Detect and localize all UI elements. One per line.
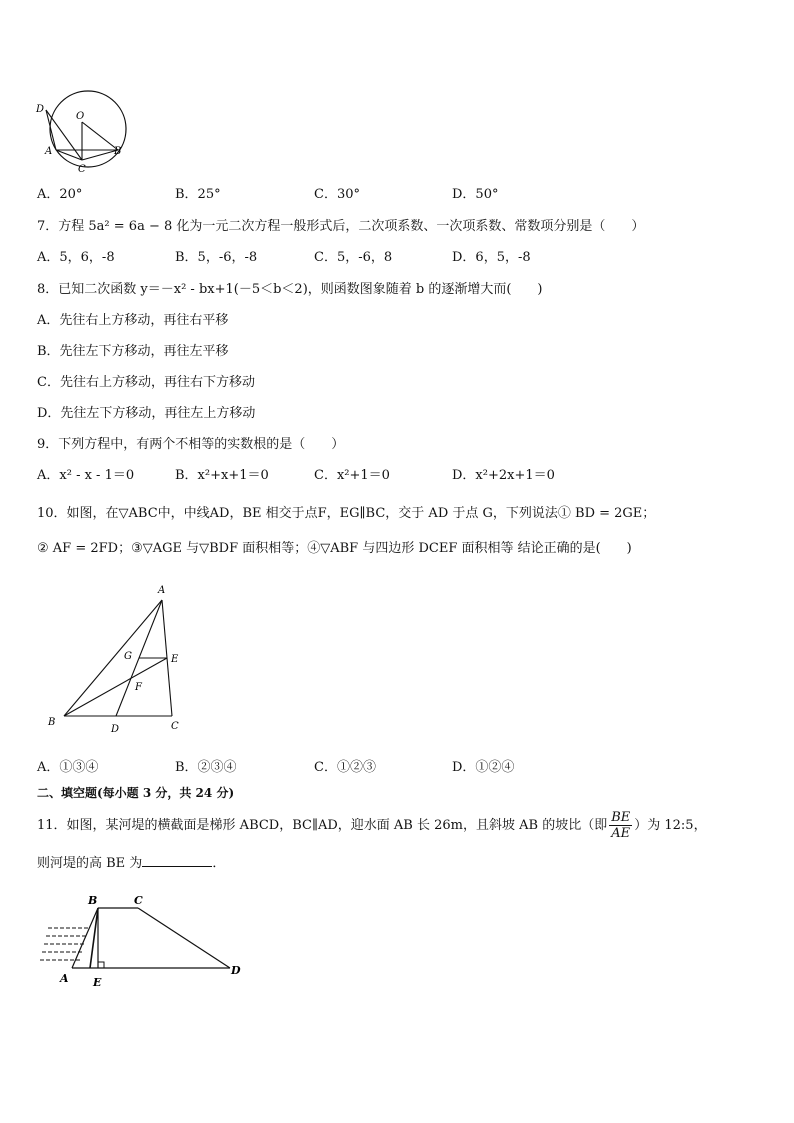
q11-stem-part3: 则河堤的高 BE 为 [37, 856, 143, 871]
q6-label-d: D [36, 104, 45, 115]
q11-stem-line2 [37, 852, 225, 873]
q7-option-b: B．5，-6，-8 [175, 250, 258, 265]
q10-label-b: B [48, 717, 56, 728]
section-heading-fill-in: 二、填空题(每小题 3 分，共 24 分) [37, 786, 235, 800]
q10-triangle-figure [40, 580, 190, 740]
q6-option-c: C．30° [314, 187, 360, 202]
q11-stem-part1: 11．如图，某河堤的横截面是梯形 ABCD，BC∥AD，迎水面 AB 长 26m，且斜坡 AB 的坡比（即 [37, 818, 608, 833]
q11-stem-part4: ． [212, 856, 226, 871]
q9-option-b: B．x²+x+1＝0 [175, 468, 269, 483]
q7-option-c: C．5，-6，8 [314, 250, 393, 265]
q11-label-a: A [60, 972, 69, 985]
q10-label-e: E [171, 654, 179, 665]
q11-fraction-numerator: BE [611, 810, 631, 825]
q11-fraction-denominator: AE [611, 826, 631, 841]
q6-label-o: O [76, 111, 85, 122]
q11-slope-fraction [609, 810, 632, 841]
q6-label-b: B [114, 146, 122, 157]
q6-option-d: D．50° [452, 187, 499, 202]
q10-stem-line2: ② AF = 2FD；③▽AGE 与▽BDF 面积相等；④▽ABF 与四边形 DCEF 面积相等 结论正确的是( ) [37, 541, 632, 556]
q7-option-d: D．6，5，-8 [452, 250, 531, 265]
q10-option-d: D．①②④ [452, 760, 515, 775]
q9-stem: 9．下列方程中，有两个不相等的实数根的是（ ） [37, 437, 345, 452]
q6-option-b: B．25° [175, 187, 221, 202]
q9-option-a: A．x² - x - 1＝0 [37, 468, 135, 483]
q11-trapezoid-figure [38, 890, 258, 992]
q10-option-b: B．②③④ [175, 760, 237, 775]
q11-label-e: E [93, 976, 102, 989]
q11-label-c: C [134, 894, 143, 907]
q8-stem: 8．已知二次函数 y＝－x² - bx+1(－5＜b＜2)，则函数图象随着 b 的逐渐增大而( ) [37, 282, 543, 297]
q6-label-c: C [78, 164, 86, 175]
q11-stem-line1 [37, 808, 707, 844]
q6-label-a: A [45, 146, 53, 157]
q11-answer-blank[interactable] [142, 852, 212, 867]
q11-label-b: B [88, 894, 98, 907]
q6-circle-figure [34, 84, 134, 176]
q10-label-d: D [111, 724, 120, 735]
q8-option-c: C．先往右上方移动，再往右下方移动 [37, 375, 255, 390]
q9-option-c: C．x²+1＝0 [314, 468, 390, 483]
q9-option-d: D．x²+2x+1＝0 [452, 468, 555, 483]
q8-option-b: B．先往左下方移动，再往左平移 [37, 344, 229, 359]
q10-label-c: C [171, 721, 179, 732]
q10-stem-line1: 10．如图，在▽ABC中，中线AD，BE 相交于点F，EG∥BC，交于 AD 于点 G，下列说法① BD = 2GE； [37, 506, 656, 521]
q11-stem-part2: ）为 12:5， [634, 818, 707, 833]
q10-option-c: C．①②③ [314, 760, 376, 775]
q11-label-d: D [231, 964, 241, 977]
q10-label-g: G [124, 651, 132, 662]
q6-option-a: A．20° [37, 187, 83, 202]
q8-option-a: A．先往右上方移动，再往右平移 [37, 313, 229, 328]
q7-stem: 7．方程 5a² = 6a − 8 化为一元二次方程一般形式后，二次项系数、一次项系数、常数项分别是（ ） [37, 219, 645, 234]
q8-option-d: D．先往左下方移动，再往左上方移动 [37, 406, 256, 421]
q10-label-f: F [135, 682, 142, 693]
q10-option-a: A．①③④ [37, 760, 99, 775]
q7-option-a: A．5，6，-8 [37, 250, 115, 265]
q10-label-a: A [158, 585, 166, 596]
